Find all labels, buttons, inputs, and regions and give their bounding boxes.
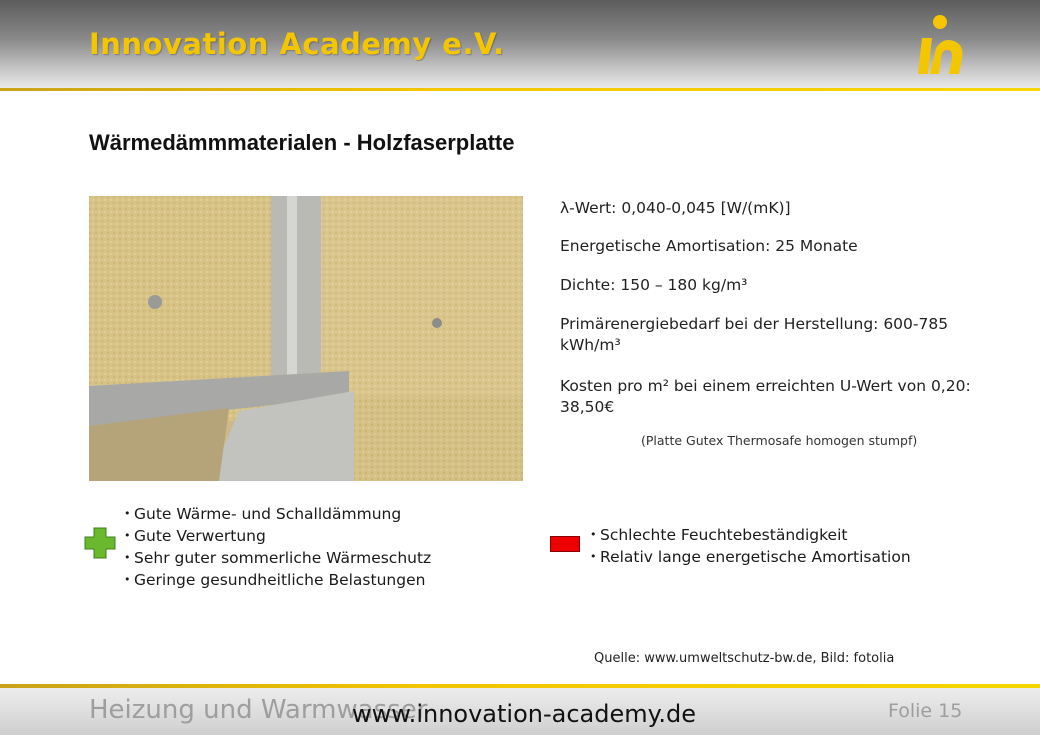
- fact-cost: Kosten pro m² bei einem erreichten U-Wert von 0,20: 38,50€: [560, 377, 971, 416]
- minus-icon: [550, 536, 580, 552]
- footer-topic: Heizung und Warmwasser: [89, 695, 428, 725]
- fact-primary-energy: Primärenergiebedarf bei der Herstellung: 600-785 kWh/m³: [560, 315, 949, 354]
- plus-icon: [84, 527, 116, 559]
- list-item: • Schlechte Feuchtebeständigkeit: [590, 524, 911, 546]
- list-item: • Sehr guter sommerliche Wärmeschutz: [124, 547, 431, 569]
- pros-list: [124, 503, 431, 591]
- source-citation: Quelle: www.umweltschutz-bw.de, Bild: fotolia: [594, 651, 895, 666]
- list-item: • Gute Verwertung: [124, 525, 431, 547]
- wood-fiber-insulation-image: [89, 196, 523, 481]
- header-accent-line: [0, 88, 1040, 91]
- list-item: • Geringe gesundheitliche Belastungen: [124, 569, 431, 591]
- footer-website-link[interactable]: www.innovation-academy.de: [352, 700, 697, 728]
- cons-list: [590, 524, 911, 568]
- list-item: • Gute Wärme- und Schalldämmung: [124, 503, 431, 525]
- product-note: (Platte Gutex Thermosafe homogen stumpf): [641, 433, 918, 448]
- brand-title: Innovation Academy e.V.: [89, 27, 505, 61]
- fact-lambda: λ-Wert: 0,040-0,045 [W/(mK)]: [560, 199, 791, 217]
- innovation-academy-logo-icon: [908, 8, 972, 84]
- list-item: • Relativ lange energetische Amortisation: [590, 546, 911, 568]
- insulation-photo: [89, 196, 523, 481]
- slide-number: Folie 15: [888, 700, 963, 722]
- slide-title: Wärmedämmmaterialen - Holzfaserplatte: [89, 130, 515, 155]
- fact-density: Dichte: 150 – 180 kg/m³: [560, 276, 748, 294]
- fact-amortisation: Energetische Amortisation: 25 Monate: [560, 237, 858, 255]
